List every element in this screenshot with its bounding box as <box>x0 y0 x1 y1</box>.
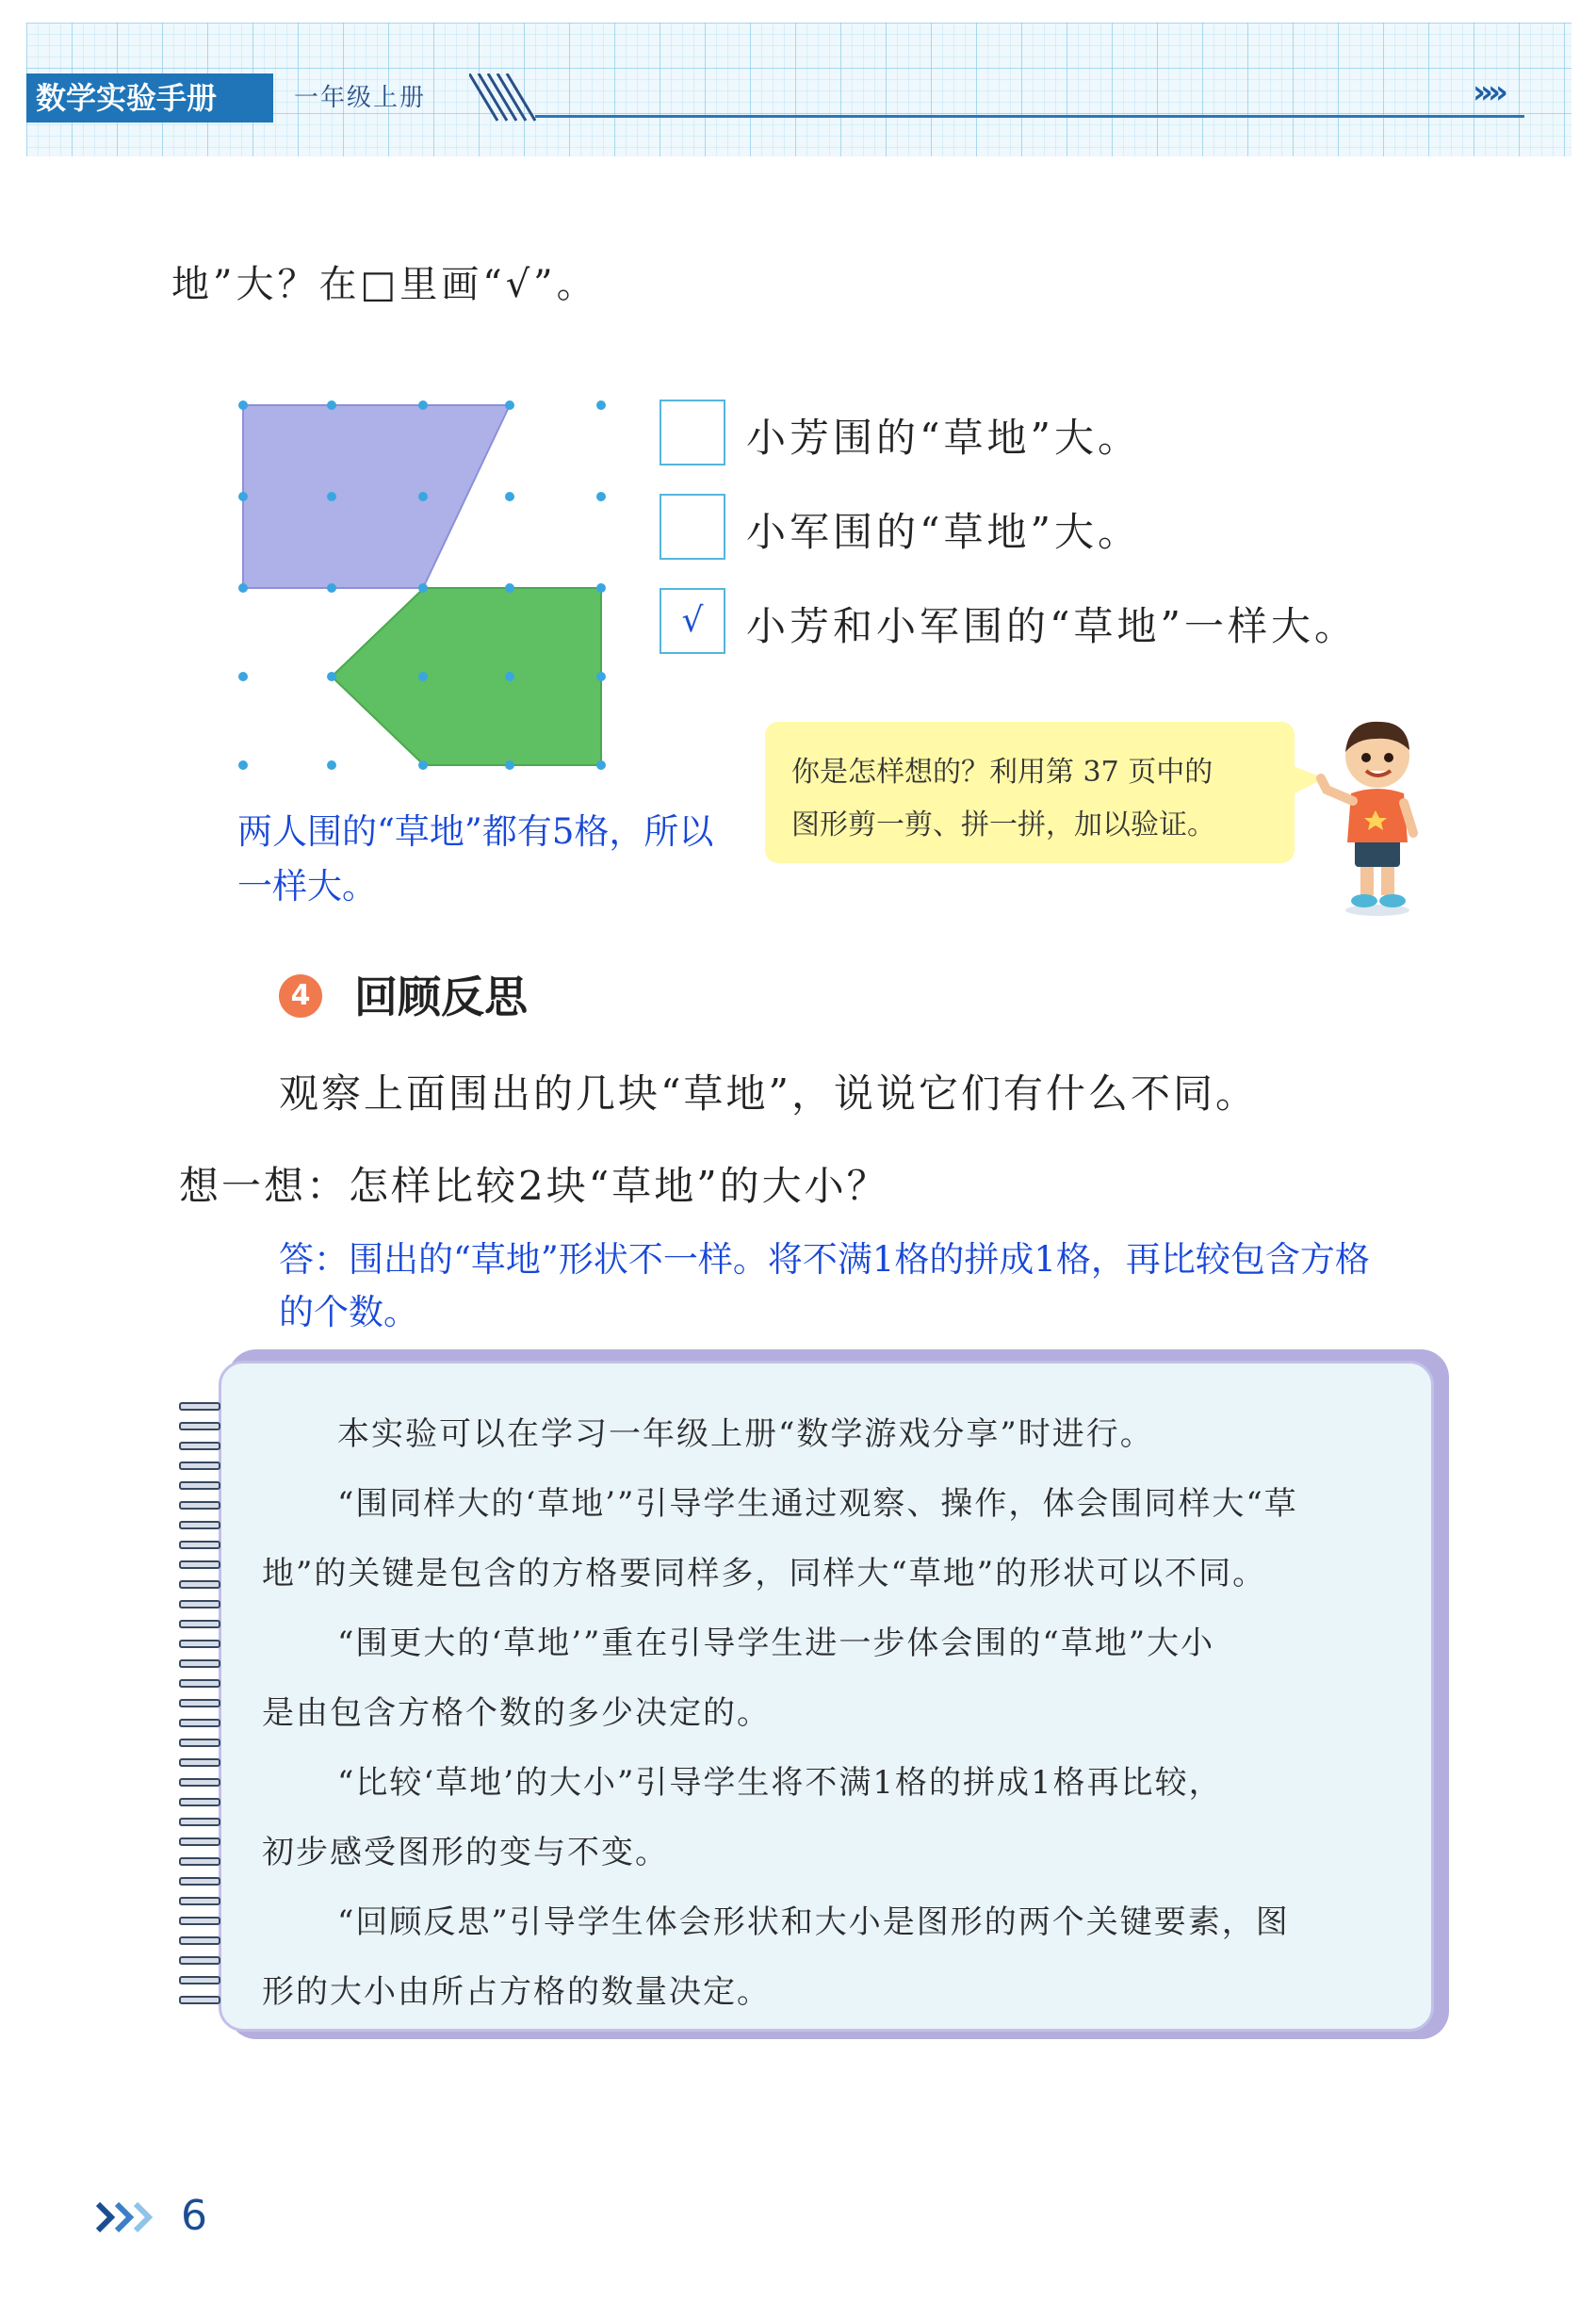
section-title: 回顾反思 <box>354 972 528 1022</box>
option-label: 小芳围的“草地”大。 <box>746 415 1141 461</box>
body-line: 观察上面围出的几块“草地”，说说它们有什么不同。 <box>279 1070 1258 1117</box>
body-line: 想一想：怎样比较2块“草地”的大小？ <box>179 1163 889 1209</box>
answer-line: 两人围的“草地”都有5格，所以 <box>237 811 714 852</box>
page-number: 6 <box>181 2192 207 2240</box>
grass-shapes-figure <box>226 388 622 775</box>
note-line: 本实验可以在学习一年级上册“数学游戏分享”时进行。 <box>337 1415 1154 1453</box>
answer-line: 的个数。 <box>279 1292 418 1332</box>
note-line: “围同样大的‘草地’”引导学生通过观察、操作，体会围同样大“草 <box>337 1485 1298 1523</box>
book-title: 数学实验手册 <box>26 73 273 122</box>
header-stripes-decoration <box>469 73 545 122</box>
option-checkbox[interactable] <box>660 494 725 560</box>
book-grade: 一年级上册 <box>294 84 427 112</box>
header-rule <box>535 115 1524 118</box>
section-number-badge: 4 <box>279 974 322 1018</box>
header-chevron-icon: »» <box>1473 73 1503 111</box>
answer-line: 一样大。 <box>237 866 377 906</box>
bubble-line: 你是怎样想的？利用第 37 页中的 <box>791 756 1213 789</box>
note-line: 初步感受图形的变与不变。 <box>262 1834 669 1871</box>
notebook-rings-icon <box>179 1402 228 2016</box>
boy-illustration <box>1310 712 1441 920</box>
footer-chevron-icon <box>96 2198 162 2236</box>
xiaojun-grass-shape <box>332 588 601 765</box>
speech-bubble <box>765 722 1295 863</box>
header-band <box>26 73 1524 122</box>
xiaofang-grass-shape <box>243 405 510 588</box>
note-line: “回顾反思”引导学生体会形状和大小是图形的两个关键要素，图 <box>337 1903 1290 1941</box>
bubble-line: 图形剪一剪、拼一拼，加以验证。 <box>791 808 1215 841</box>
note-line: 形的大小由所占方格的数量决定。 <box>262 1973 771 2011</box>
option-checkbox[interactable] <box>660 400 725 465</box>
note-line: “围更大的‘草地’”重在引导学生进一步体会围的“草地”大小 <box>337 1625 1215 1662</box>
answer-line: 答：围出的“草地”形状不一样。将不满1格的拼成1格，再比较包含方格 <box>279 1239 1370 1280</box>
note-line: “比较‘草地’的大小”引导学生将不满1格的拼成1格再比较， <box>337 1764 1223 1802</box>
option-checkbox[interactable]: √ <box>660 588 725 654</box>
note-line: 是由包含方格个数的多少决定的。 <box>262 1694 771 1732</box>
note-line: 地”的关键是包含的方格要同样多，同样大“草地”的形状可以不同。 <box>262 1555 1267 1592</box>
option-label: 小芳和小军围的“草地”一样大。 <box>746 603 1358 649</box>
option-label: 小军围的“草地”大。 <box>746 509 1141 555</box>
question-line: 地”大？在□里画“√”。 <box>171 263 598 306</box>
